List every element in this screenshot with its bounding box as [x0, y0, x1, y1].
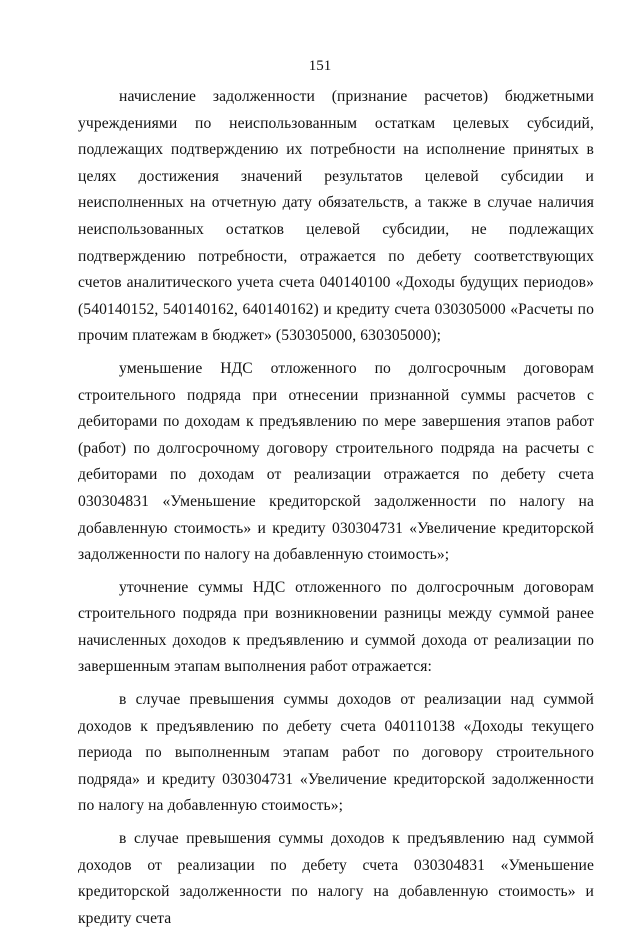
paragraph-3: уточнение суммы НДС отложенного по долгосрочным договорам строительного подряда при возникновении разницы между суммой ранее начисленных доходов к предъявлению и суммой дохода от реализации по завершенным этапам выполнения работ отражается:	[78, 578, 594, 676]
paragraph-1: начисление задолженности (признание расчетов) бюджетными учреждениями по неиспользованным остаткам целевых субсидий, подлежащих подтверждению их потребности на исполнение принятых в целях достижения значений результатов целевой субсидии и неисполненных на отчетную дату обязательств, а также в случае наличия неиспользованных остатков целевой субсидии, не подлежащих подтверждению потребности, отражается по дебету соответствующих счетов аналитического учета счета 040140100 «Доходы будущих периодов» (540140152, 540140162, 640140162) и кредиту счета 030305000 «Расчеты по прочим платежам в бюджет» (530305000, 630305000);	[78, 88, 594, 345]
paragraph-2: уменьшение НДС отложенного по долгосрочным договорам строительного подряда при отнесении признанной суммы расчетов с дебиторами по доходам к предъявлению по мере завершения этапов работ (работ) по долгосрочному договору строительного подряда на расчеты с дебиторами по доходам от реализации отражается по дебету счета 030304831 «Уменьшение кредиторской задолженности по налогу на добавленную стоимость» и кредиту 030304731 «Увеличение кредиторской задолженности по налогу на добавленную стоимость»;	[78, 359, 594, 564]
document-body	[78, 84, 594, 932]
paragraph-4: в случае превышения суммы доходов от реализации над суммой доходов к предъявлению по дебету счета 040110138 «Доходы текущего периода по выполненным этапам работ по договору строительного подряда» и кредиту 030304731 «Увеличение кредиторской задолженности по налогу на добавленную стоимость»;	[78, 691, 594, 815]
page-number: 151	[308, 58, 332, 74]
paragraph-5: в случае превышения суммы доходов к предъявлению над суммой доходов от реализации по дебету счета 030304831 «Уменьшение кредиторской задолженности по налогу на добавленную стоимость» и кредиту счета	[78, 830, 594, 927]
